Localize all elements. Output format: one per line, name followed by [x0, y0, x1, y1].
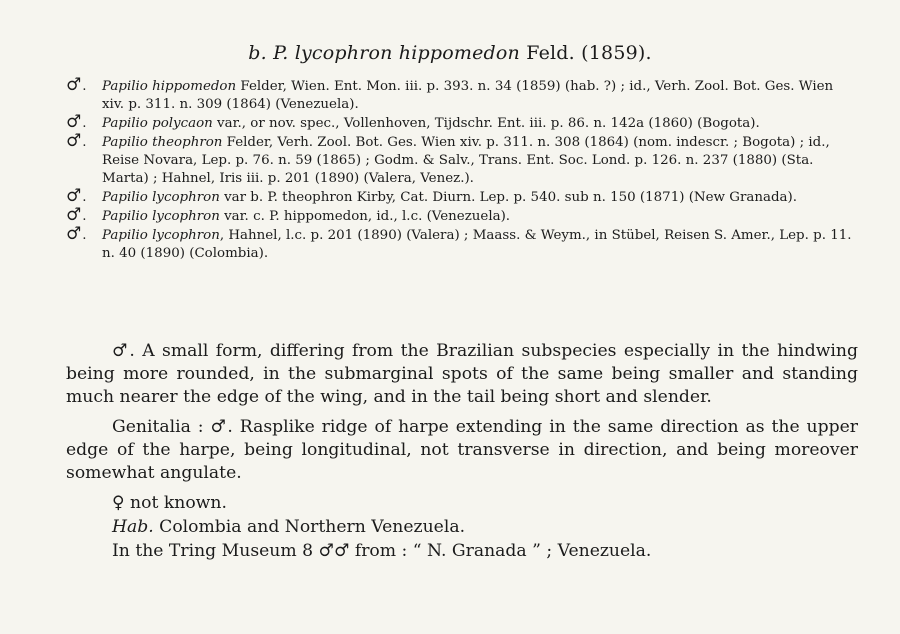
- genitalia-paragraph: Genitalia : ♂. Rasplike ridge of harpe extending in the same direction as the upper edge of the harpe, being longitudinal, not transverse in direction, and being moreover somewhat angulate.: [66, 417, 858, 483]
- entry-citation: var b. P. theophron Kirby, Cat. Diurn. Lep. p. 540. sub n. 150 (1871) (New Granada).: [219, 190, 798, 205]
- description-text: A small form, differing from the Brazilian subspecies especially in the hindwing being more rounded, in the submarginal spots of the same being smaller and standing much nearer the edge of the wing, and in the tail being short and slender.: [66, 341, 858, 407]
- synonymy-list: [66, 75, 856, 264]
- entry-citation: Felder, Wien. Ent. Mon. iii. p. 393. n. 34 (1859) (hab. ?) ; id., Verh. Zool. Bot. Ges. Wien xiv. p. 311. n. 309 (1864) (Venezuela).: [102, 79, 834, 112]
- entry-citation: var. c. P. hippomedon, id., l.c. (Venezuela).: [219, 209, 511, 224]
- male-symbol-icon: ♂: [112, 341, 130, 361]
- entry-name: Papilio lycophron: [102, 228, 220, 243]
- museum-prefix: In the Tring Museum 8: [112, 541, 314, 561]
- synonymy-entry: [66, 186, 856, 207]
- synonymy-entry: [66, 112, 856, 133]
- synonymy-entry: [66, 224, 856, 263]
- title-author: Feld. (1859).: [519, 42, 652, 64]
- male-symbol-icon: ♂ .: [66, 76, 98, 96]
- male-symbol-icon: ♂ .: [66, 113, 98, 133]
- museum-line: [66, 540, 858, 563]
- genitalia-text: Rasplike ridge of harpe extending in the same direction as the upper edge of the harpe, being longitudinal, not transverse in direction, and being moreover somewhat angulate.: [66, 417, 858, 483]
- male-symbol-icon: ♂ .: [66, 225, 98, 245]
- entry-name: Papilio lycophron: [102, 209, 220, 224]
- habitat-label: Hab.: [112, 517, 154, 537]
- entry-citation: Felder, Verh. Zool. Bot. Ges. Wien xiv. p. 311. n. 308 (1864) (nom. indescr. ; Bogota) ; id., Reise Novara, Lep. p. 76. n. 59 (1865) ; Godm. & Salv., Trans. Ent. Soc. Lond. p. 126. n. 237 (1880) (Sta. Marta) ; Hahnel, Iris iii. p. 201 (1890) (Valera, Venez.).: [102, 135, 830, 186]
- male-symbol-icon: ♂: [210, 417, 228, 437]
- synonymy-entry: [66, 75, 856, 114]
- synonymy-entry: [66, 205, 856, 226]
- female-note: [66, 492, 858, 515]
- male-symbols-icon: ♂♂: [318, 541, 350, 561]
- title-taxon: b. P. lycophron hippomedon: [248, 42, 520, 64]
- female-note-text: not known.: [130, 493, 227, 513]
- habitat-text: Colombia and Northern Venezuela.: [153, 517, 466, 537]
- description-paragraph: ♂. A small form, differing from the Brazilian subspecies especially in the hindwing being more rounded, in the submarginal spots of the same being smaller and standing much nearer the edge of the wing, and in the tail being short and slender.: [66, 341, 858, 407]
- museum-suffix: from : “ N. Granada ” ; Venezuela.: [354, 541, 652, 561]
- male-symbol-icon: ♂ .: [66, 132, 98, 152]
- female-symbol-icon: ♀: [112, 493, 125, 513]
- page-title: [0, 42, 900, 64]
- genitalia-label: Genitalia :: [112, 417, 204, 437]
- entry-name: Papilio lycophron: [102, 190, 220, 205]
- entry-citation: var., or nov. spec., Vollenhoven, Tijdschr. Ent. iii. p. 86. n. 142a (1860) (Bogota).: [212, 116, 760, 131]
- male-symbol-icon: ♂ .: [66, 206, 98, 226]
- synonymy-entry: [66, 131, 856, 188]
- description-body: [66, 340, 858, 563]
- entry-name: Papilio theophron: [102, 135, 223, 150]
- entry-name: Papilio hippomedon: [102, 79, 237, 94]
- habitat-line: [66, 516, 858, 539]
- entry-citation: , Hahnel, l.c. p. 201 (1890) (Valera) ; Maass. & Weym., in Stübel, Reisen S. Amer., Lep. p. 11. n. 40 (1890) (Colombia).: [102, 228, 852, 261]
- entry-name: Papilio polycaon: [102, 116, 213, 131]
- male-symbol-icon: ♂ .: [66, 187, 98, 207]
